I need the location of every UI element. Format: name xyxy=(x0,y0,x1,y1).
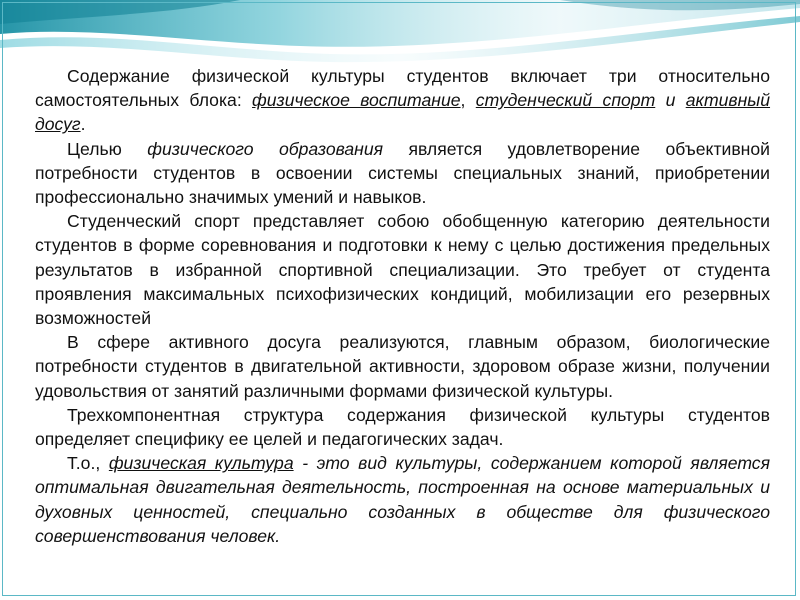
paragraph-text: Содержание физической культуры студентов включает три относительно самостоятельных блока: xyxy=(35,66,770,111)
term-physical-education-italic: физического образования xyxy=(147,138,384,159)
paragraph-end: . xyxy=(80,114,86,135)
definition-text: - это вид культуры, содержанием которой является оптимальная двигательная деятельность, построенная на основе материальных и духовных ценностей, специально созданных в обществе для физического совершенствования человек. xyxy=(35,453,770,546)
paragraph-student-sport xyxy=(35,209,770,330)
paragraph-text: является удовлетворение объективной потребности студентов в освоении системы специальных знаний, приобретении профессионально значимых умений и навыков. xyxy=(35,138,771,208)
paragraph-text: Целью xyxy=(67,138,148,159)
separator-text: и xyxy=(655,90,686,111)
term-physical-culture: физическая культура xyxy=(108,453,294,474)
paragraph-text: Студенческий спорт представляет собою обобщенную категорию деятельности студентов в форме соревнования и подготовки к нему с целью достижения предельных результатов в избранной спортивной специализации. Это требует от студента проявления максимальных психофизических кондиций, мобилизации его резервных возможностей xyxy=(35,211,770,329)
term-physical-education: физическое воспитание xyxy=(252,90,461,111)
paragraph-structure xyxy=(35,403,770,451)
paragraph-definition xyxy=(35,451,770,548)
paragraph-text: В сфере активного досуга реализуются, главным образом, биологические потребности студентов в двигательной активности, здоровом образе жизни, получении удовольствия от занятий различными формами физической культуры. xyxy=(35,332,770,401)
paragraph-active-leisure xyxy=(35,330,770,403)
paragraph-goal xyxy=(35,137,770,210)
paragraph-text: Трехкомпонентная структура содержания физической культуры студентов определяет специфику ее целей и педагогических задач. xyxy=(35,404,770,450)
term-student-sport: студенческий спорт xyxy=(475,90,656,111)
content-text-box xyxy=(35,64,770,548)
paragraph-text: Т.о., xyxy=(67,453,109,474)
paragraph-content-blocks xyxy=(35,64,770,137)
term-active-leisure: активный досуг xyxy=(35,90,771,135)
separator-text: , xyxy=(460,90,476,111)
